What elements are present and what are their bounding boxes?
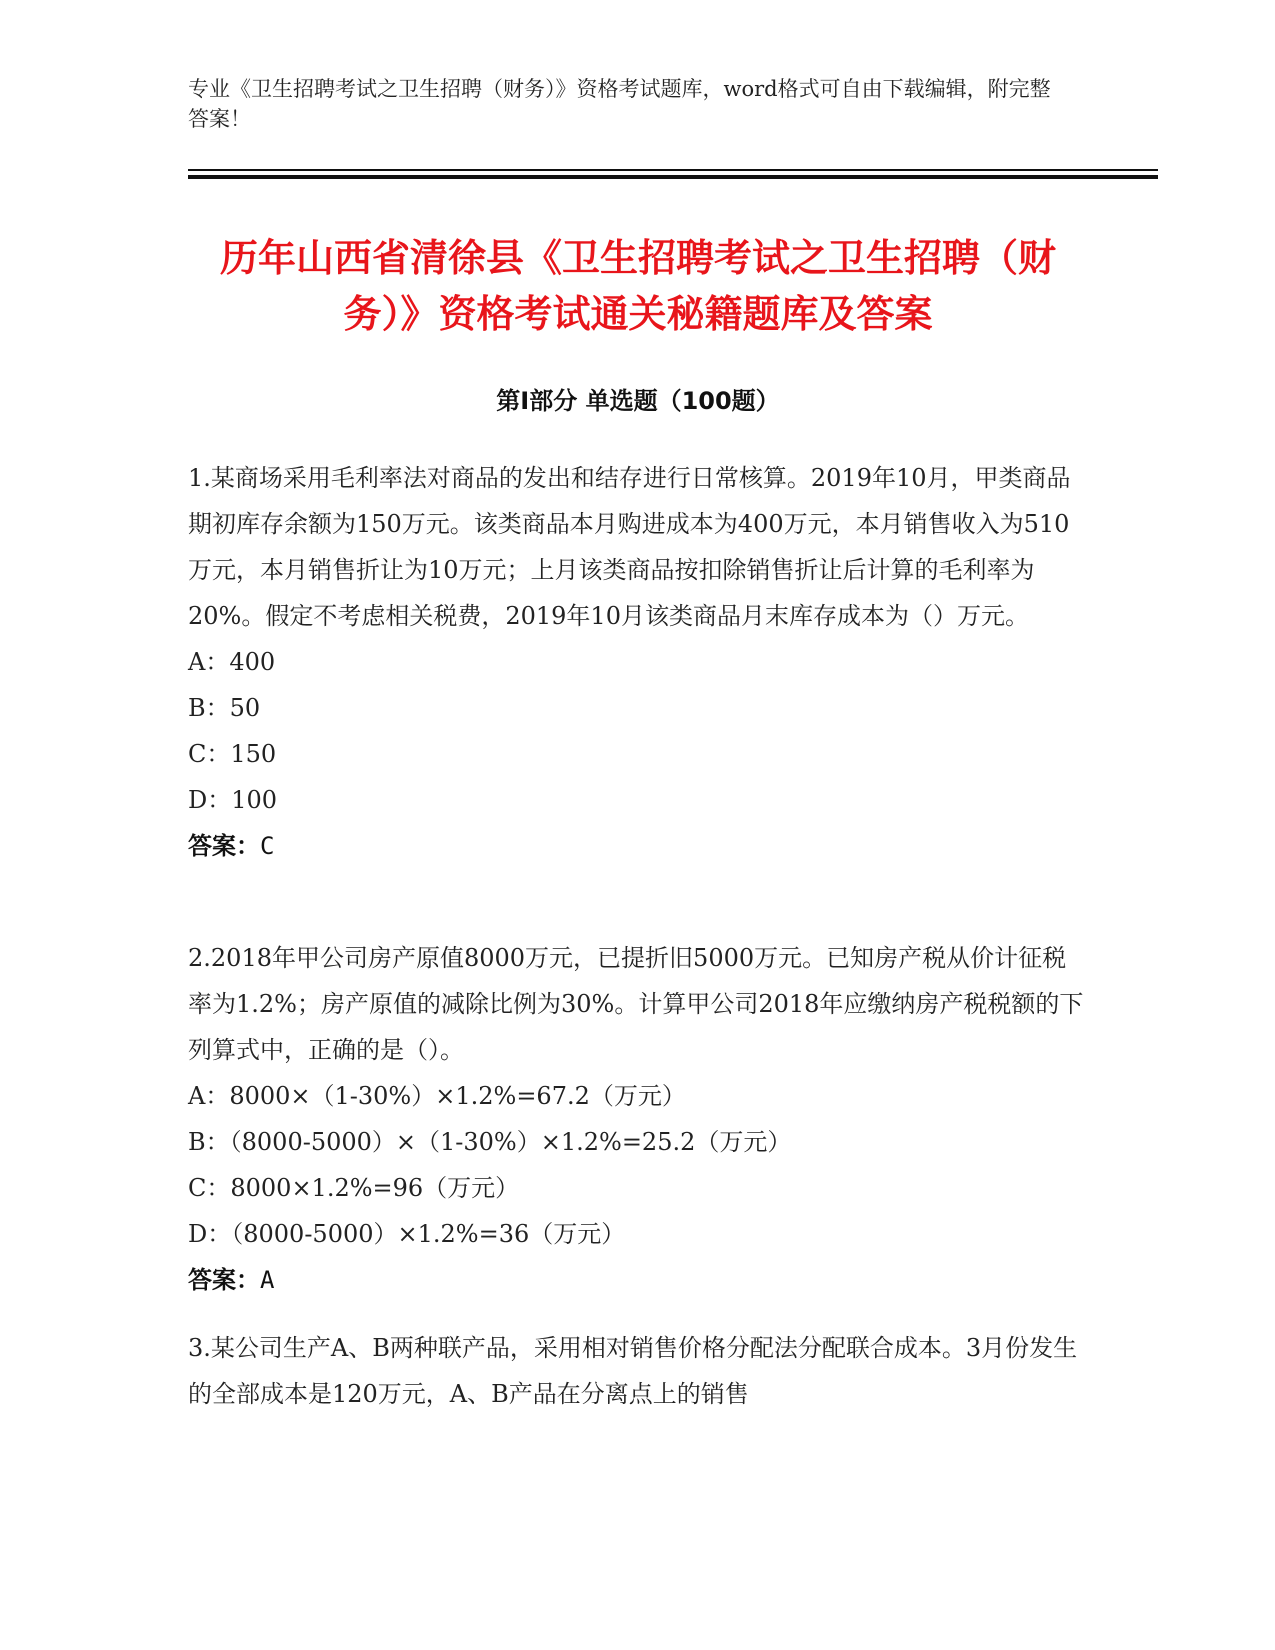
document-title: 历年山西省清徐县《卫生招聘考试之卫生招聘（财务）》资格考试通关秘籍题库及答案	[219, 236, 1056, 336]
question-stem: 3.某公司生产A、B两种联产品，采用相对销售价格分配法分配联合成本。3月份发生的全部成本是120万元，A、B产品在分离点上的销售	[188, 1334, 1078, 1408]
answer-line	[188, 1257, 1088, 1303]
header-divider-thick	[188, 175, 1158, 179]
option-d: D：100	[188, 786, 278, 814]
option-a: A：400	[188, 648, 276, 676]
option-b: B：50	[188, 694, 261, 722]
answer-label: 答案：	[188, 832, 260, 860]
answer-value: A	[260, 1266, 275, 1294]
answer-label: 答案：	[188, 1266, 260, 1294]
question-stem: 1.某商场采用毛利率法对商品的发出和结存进行日常核算。2019年10月，甲类商品期初库存余额为150万元。该类商品本月购进成本为400万元，本月销售收入为510万元，本月销售折让为10万元；上月该类商品按扣除销售折让后计算的毛利率为20%。假定不考虑相关税费，2019年10月该类商品月末库存成本为（）万元。	[188, 464, 1071, 630]
answer-line	[188, 823, 1088, 869]
section-title: 第Ⅰ部分 单选题（100题）	[496, 387, 780, 415]
option-a: A：8000×（1-30%）×1.2%=67.2（万元）	[188, 1082, 686, 1110]
option-d: D：（8000-5000）×1.2%=36（万元）	[188, 1220, 626, 1248]
question-2	[188, 935, 1088, 1303]
header-note: 专业《卫生招聘考试之卫生招聘（财务）》资格考试题库，word格式可自由下载编辑，附完整答案！	[188, 77, 1051, 131]
option-b: B：（8000-5000）×（1-30%）×1.2%=25.2（万元）	[188, 1128, 792, 1156]
option-c: C：8000×1.2%=96（万元）	[188, 1174, 520, 1202]
option-c: C：150	[188, 740, 277, 768]
header-divider-thin	[188, 169, 1158, 171]
question-3	[188, 1325, 1088, 1417]
answer-value: C	[260, 832, 275, 860]
question-stem: 2.2018年甲公司房产原值8000万元，已提折旧5000万元。已知房产税从价计征税率为1.2%；房产原值的减除比例为30%。计算甲公司2018年应缴纳房产税税额的下列算式中，正确的是（）。	[188, 944, 1084, 1064]
question-1	[188, 455, 1088, 869]
